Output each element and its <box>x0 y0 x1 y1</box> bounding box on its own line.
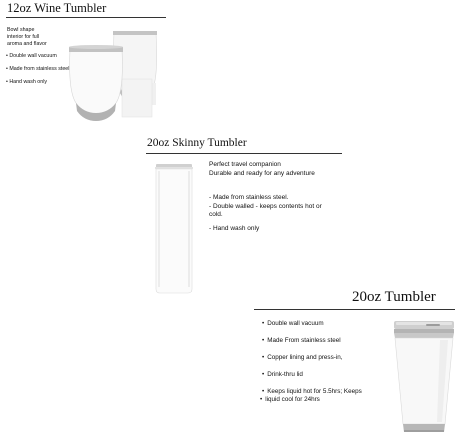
tumbler-bullet-continuation <box>260 396 392 404</box>
tumbler-bullet-text: Copper lining and press-in, <box>267 354 343 361</box>
tumbler-bullet <box>262 337 392 345</box>
wine-tumbler-front <box>69 45 123 121</box>
bullet-dot-icon: • <box>6 66 10 72</box>
tumbler-bullet-text: Drink-thru lid <box>267 371 303 378</box>
bullet-dot-icon: • <box>6 79 10 85</box>
wine-tumbler-title: 12oz Wine Tumbler <box>7 1 107 15</box>
tumbler-bullet-text: Double wall vacuum <box>267 320 324 327</box>
tumbler-image <box>392 318 456 436</box>
wine-bullet-text: Hand wash only <box>9 79 48 85</box>
tumbler-title-rule <box>254 309 455 310</box>
wine-bullet-text: Made from stainless steel <box>9 66 70 72</box>
skinny-intro-line: Durable and ready for any adventure <box>209 169 315 177</box>
tumbler-title: 20oz Tumbler <box>352 289 436 305</box>
wine-tumbler-image <box>66 13 156 123</box>
skinny-intro-line: Perfect travel companion <box>209 161 281 168</box>
tumbler-bullet <box>262 354 392 362</box>
skinny-feature-line: cold. <box>209 211 223 219</box>
skinny-feature-line: - Hand wash only <box>209 224 260 232</box>
tumbler-bullet <box>262 371 392 379</box>
tumbler-bullet <box>262 388 392 396</box>
tumbler-bullet-continuation-text: liquid cool for 24hrs <box>265 396 320 403</box>
tumbler-bullet-text: Made From stainless steel <box>267 337 341 344</box>
wine-description-line: interior for full <box>7 34 40 40</box>
wine-description-line: Bowl shape <box>7 27 35 33</box>
skinny-feature-line: - Made from stainless steel. <box>209 194 289 201</box>
display-block <box>122 79 152 117</box>
tumbler-bullets <box>262 320 392 404</box>
tumbler-bullet-text: Keeps liquid hot for 5.5hrs; Keeps <box>267 388 362 395</box>
skinny-tumbler-title: 20oz Skinny Tumbler <box>147 137 247 149</box>
wine-description-line: aroma and flavor <box>7 41 47 47</box>
skinny-tumbler-image <box>152 161 196 295</box>
skinny-feature-line: - Double walled - keeps contents hot or <box>209 202 322 210</box>
skinny-tumbler-intro <box>209 161 349 178</box>
bullet-dot-icon: • <box>6 53 10 59</box>
skinny-tumbler-features <box>209 194 349 233</box>
wine-tumbler-description <box>7 27 71 48</box>
skinny-tumbler-title-rule <box>146 153 342 154</box>
tumbler-bullet <box>262 320 392 328</box>
wine-bullet-text: Double wall vacuum <box>9 53 57 59</box>
